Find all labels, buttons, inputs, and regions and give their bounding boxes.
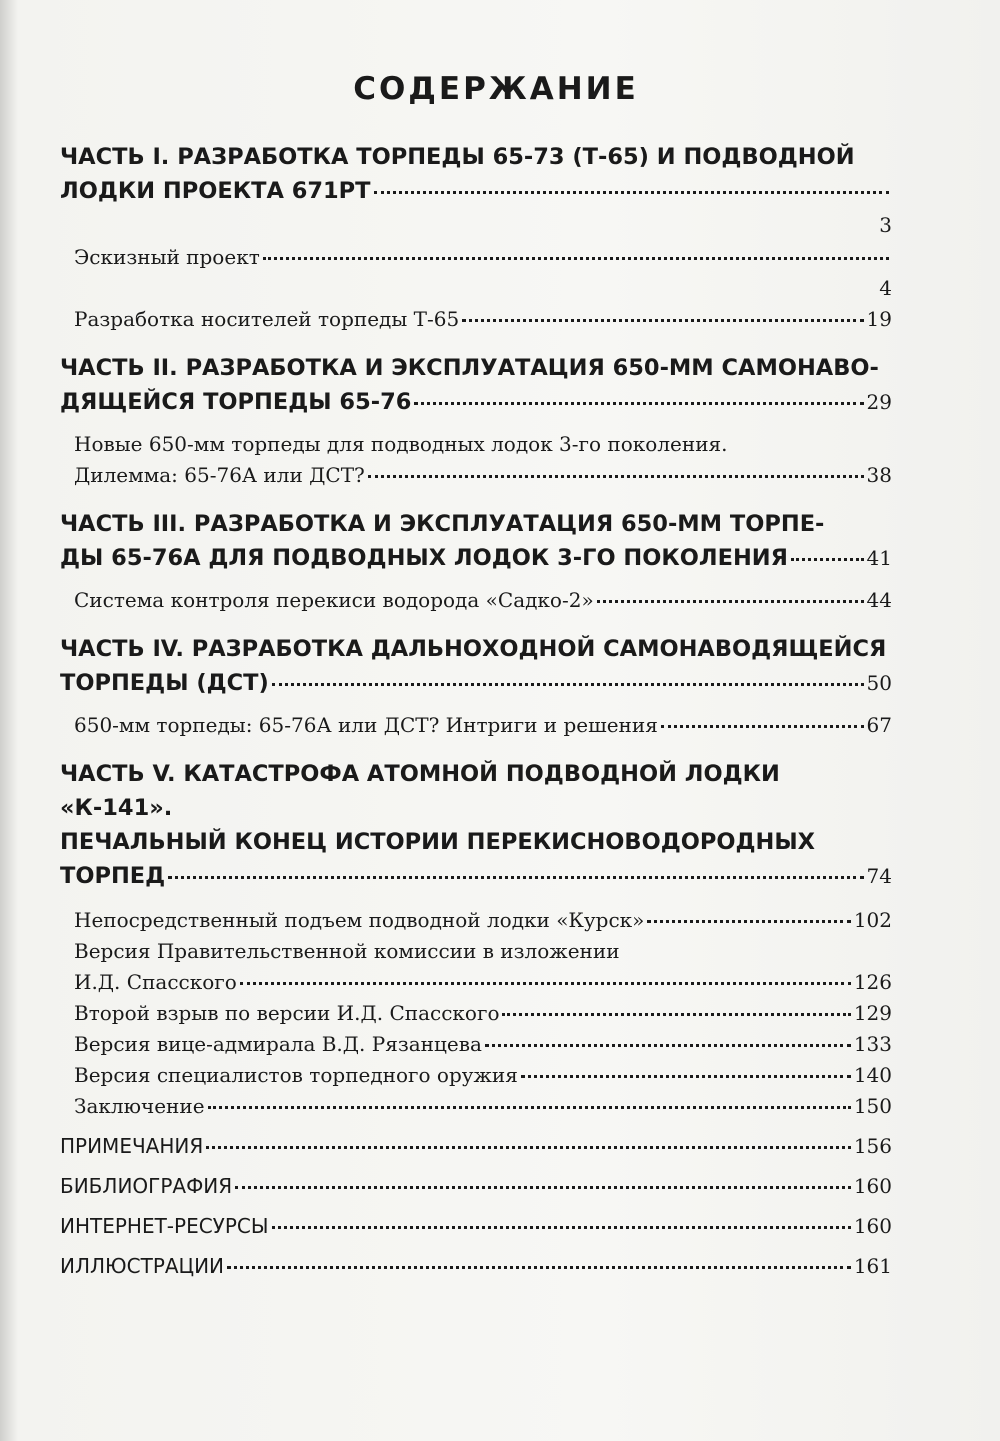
toc-entry-title: 650-мм торпеды: 65-76А или ДСТ? Интриги и решения: [74, 713, 658, 737]
page-number: 44: [866, 588, 892, 612]
dot-leader: [368, 475, 864, 478]
page-number: 3: [879, 213, 892, 237]
toc-entry[interactable]: [60, 710, 892, 741]
part-1-title-line1: ЧАСТЬ I. РАЗРАБОТКА ТОРПЕДЫ 65-73 (Т-65) И ПОДВОДНОЙ: [60, 144, 855, 170]
toc-entry-line: [74, 585, 892, 616]
page-number: 29: [866, 390, 892, 414]
toc-entry[interactable]: [60, 998, 892, 1029]
page-number: 156: [853, 1134, 892, 1158]
part-2-title-line1: ЧАСТЬ II. РАЗРАБОТКА И ЭКСПЛУАТАЦИЯ 650-ММ САМОНАВО-: [60, 355, 879, 381]
toc-section-bibliography[interactable]: [60, 1166, 892, 1206]
dot-leader: [227, 1266, 851, 1269]
part-5-title-line2: ПЕЧАЛЬНЫЙ КОНЕЦ ИСТОРИИ ПЕРЕКИСНОВОДОРОДНЫХ: [60, 829, 816, 855]
toc-entry-line: [74, 460, 892, 491]
page-number: 160: [853, 1214, 892, 1238]
toc-entry-title: Непосредственный подъем подводной лодки «Курск»: [74, 908, 645, 932]
part-5-title-line3: [60, 859, 892, 893]
page-number: 67: [866, 713, 892, 737]
toc-entry[interactable]: [60, 1060, 892, 1091]
toc-entry[interactable]: [60, 905, 892, 936]
toc-part-1[interactable]: [60, 140, 892, 242]
toc-entry-title: Версия специалистов торпедного оружия: [74, 1063, 518, 1087]
page-number: 150: [853, 1094, 892, 1118]
toc-entry-line: [74, 967, 892, 998]
toc-entry[interactable]: [60, 1091, 892, 1122]
dot-leader: [263, 257, 889, 260]
toc-entry-title: Второй взрыв по версии И.Д. Спасского: [74, 1001, 500, 1025]
page-number: 50: [866, 671, 892, 695]
page-number: 19: [866, 307, 892, 331]
part-1-title-line2: [60, 174, 892, 208]
dot-leader: [661, 725, 864, 728]
page-number: 129: [853, 1001, 892, 1025]
dot-leader: [462, 319, 863, 322]
toc-entry-line: [60, 1206, 892, 1246]
page-number: 133: [853, 1032, 892, 1056]
toc-entry-title: Система контроля перекиси водорода «Садко-2»: [74, 588, 594, 612]
dot-leader: [168, 876, 863, 879]
toc-entry-line: [74, 304, 892, 335]
toc-entry-title: Дилемма: 65-76А или ДСТ?: [74, 463, 365, 487]
toc-entry[interactable]: [60, 936, 892, 998]
toc-entry-title: ИЛЛЮСТРАЦИИ: [60, 1254, 225, 1278]
part-3-title-line2: [60, 541, 892, 575]
toc-section-notes[interactable]: [60, 1126, 892, 1166]
toc-section-internet-resources[interactable]: [60, 1206, 892, 1246]
toc-part-3[interactable]: [60, 507, 892, 575]
part-4-title-line1: ЧАСТЬ IV. РАЗРАБОТКА ДАЛЬНОХОДНОЙ САМОНАВОДЯЩЕЙСЯ: [60, 636, 887, 662]
page-number: 140: [853, 1063, 892, 1087]
toc-entry-title-line1: Версия Правительственной комиссии в изложении: [74, 939, 620, 963]
page-number: 41: [866, 546, 892, 570]
dot-leader: [647, 920, 850, 923]
table-of-contents: [60, 60, 892, 1286]
dot-leader: [485, 1044, 851, 1047]
part-4-title-end: ТОРПЕДЫ (ДСТ): [60, 670, 269, 696]
dot-leader: [272, 683, 864, 686]
dot-leader: [208, 1106, 851, 1109]
part-2-title-line2: [60, 385, 892, 419]
part-1-title-end: ЛОДКИ ПРОЕКТА 671РТ: [60, 178, 371, 204]
toc-entry[interactable]: [60, 1029, 892, 1060]
dot-leader: [374, 191, 889, 194]
dot-leader: [240, 982, 851, 985]
part-1-page-row: [60, 208, 892, 242]
toc-entry-line: [60, 1126, 892, 1166]
toc-entry-line: [74, 905, 892, 936]
dot-leader: [502, 1013, 850, 1016]
page-number: 74: [866, 864, 892, 888]
page-number: 102: [853, 908, 892, 932]
toc-entry[interactable]: [60, 585, 892, 616]
toc-entry-page-row: [74, 273, 892, 304]
toc-entry-line: [74, 1060, 892, 1091]
page-number: 160: [853, 1174, 892, 1198]
toc-section-illustrations[interactable]: [60, 1246, 892, 1286]
dot-leader: [414, 402, 863, 405]
dot-leader: [521, 1075, 851, 1078]
toc-entry-line: [74, 998, 892, 1029]
toc-entry-line: [60, 1166, 892, 1206]
toc-entry-title: Разработка носителей торпеды Т-65: [74, 307, 460, 331]
part-4-title-line2: [60, 666, 892, 700]
dot-leader: [272, 1226, 851, 1229]
toc-entry-title: И.Д. Спасского: [74, 970, 237, 994]
toc-entry-line: [60, 1246, 892, 1286]
page-number: 38: [866, 463, 892, 487]
toc-entry-title: Эскизный проект: [74, 245, 260, 269]
part-3-title-end: ДЫ 65-76А ДЛЯ ПОДВОДНЫХ ЛОДОК 3-ГО ПОКОЛЕНИЯ: [60, 545, 788, 571]
toc-entry-title: Заключение: [74, 1094, 205, 1118]
page-number: 126: [853, 970, 892, 994]
toc-entry[interactable]: [60, 304, 892, 335]
dot-leader: [206, 1146, 851, 1149]
toc-part-2[interactable]: [60, 351, 892, 419]
toc-entry-title: ИНТЕРНЕТ-РЕСУРСЫ: [60, 1214, 269, 1238]
toc-entry-title: БИБЛИОГРАФИЯ: [60, 1174, 233, 1198]
toc-entry[interactable]: [60, 242, 892, 304]
part-3-title-line1: ЧАСТЬ III. РАЗРАБОТКА И ЭКСПЛУАТАЦИЯ 650-ММ ТОРПЕ-: [60, 511, 825, 537]
page-number: 161: [853, 1254, 892, 1278]
page-title: СОДЕРЖАНИЕ: [353, 71, 639, 107]
dot-leader: [235, 1186, 851, 1189]
dot-leader: [791, 558, 864, 561]
toc-part-4[interactable]: [60, 632, 892, 700]
toc-entry-title: Версия вице-адмирала В.Д. Рязанцева: [74, 1032, 482, 1056]
toc-part-5[interactable]: [60, 757, 892, 893]
toc-entry-line: [74, 1091, 892, 1122]
part-5-title-end: ТОРПЕД: [60, 863, 166, 889]
toc-entry-line: [74, 242, 892, 273]
toc-entry-title: ПРИМЕЧАНИЯ: [60, 1134, 204, 1158]
part-5-title-line1: ЧАСТЬ V. КАТАСТРОФА АТОМНОЙ ПОДВОДНОЙ ЛОДКИ «К-141».: [60, 761, 780, 821]
toc-entry-title-line1: Новые 650-мм торпеды для подводных лодок 3-го поколения.: [74, 432, 728, 456]
part-2-title-end: ДЯЩЕЙСЯ ТОРПЕДЫ 65-76: [60, 389, 412, 415]
toc-entry-line: [74, 1029, 892, 1060]
page-number: 4: [879, 276, 892, 300]
toc-entry-line: [74, 710, 892, 741]
toc-entry[interactable]: [60, 429, 892, 491]
dot-leader: [597, 600, 864, 603]
